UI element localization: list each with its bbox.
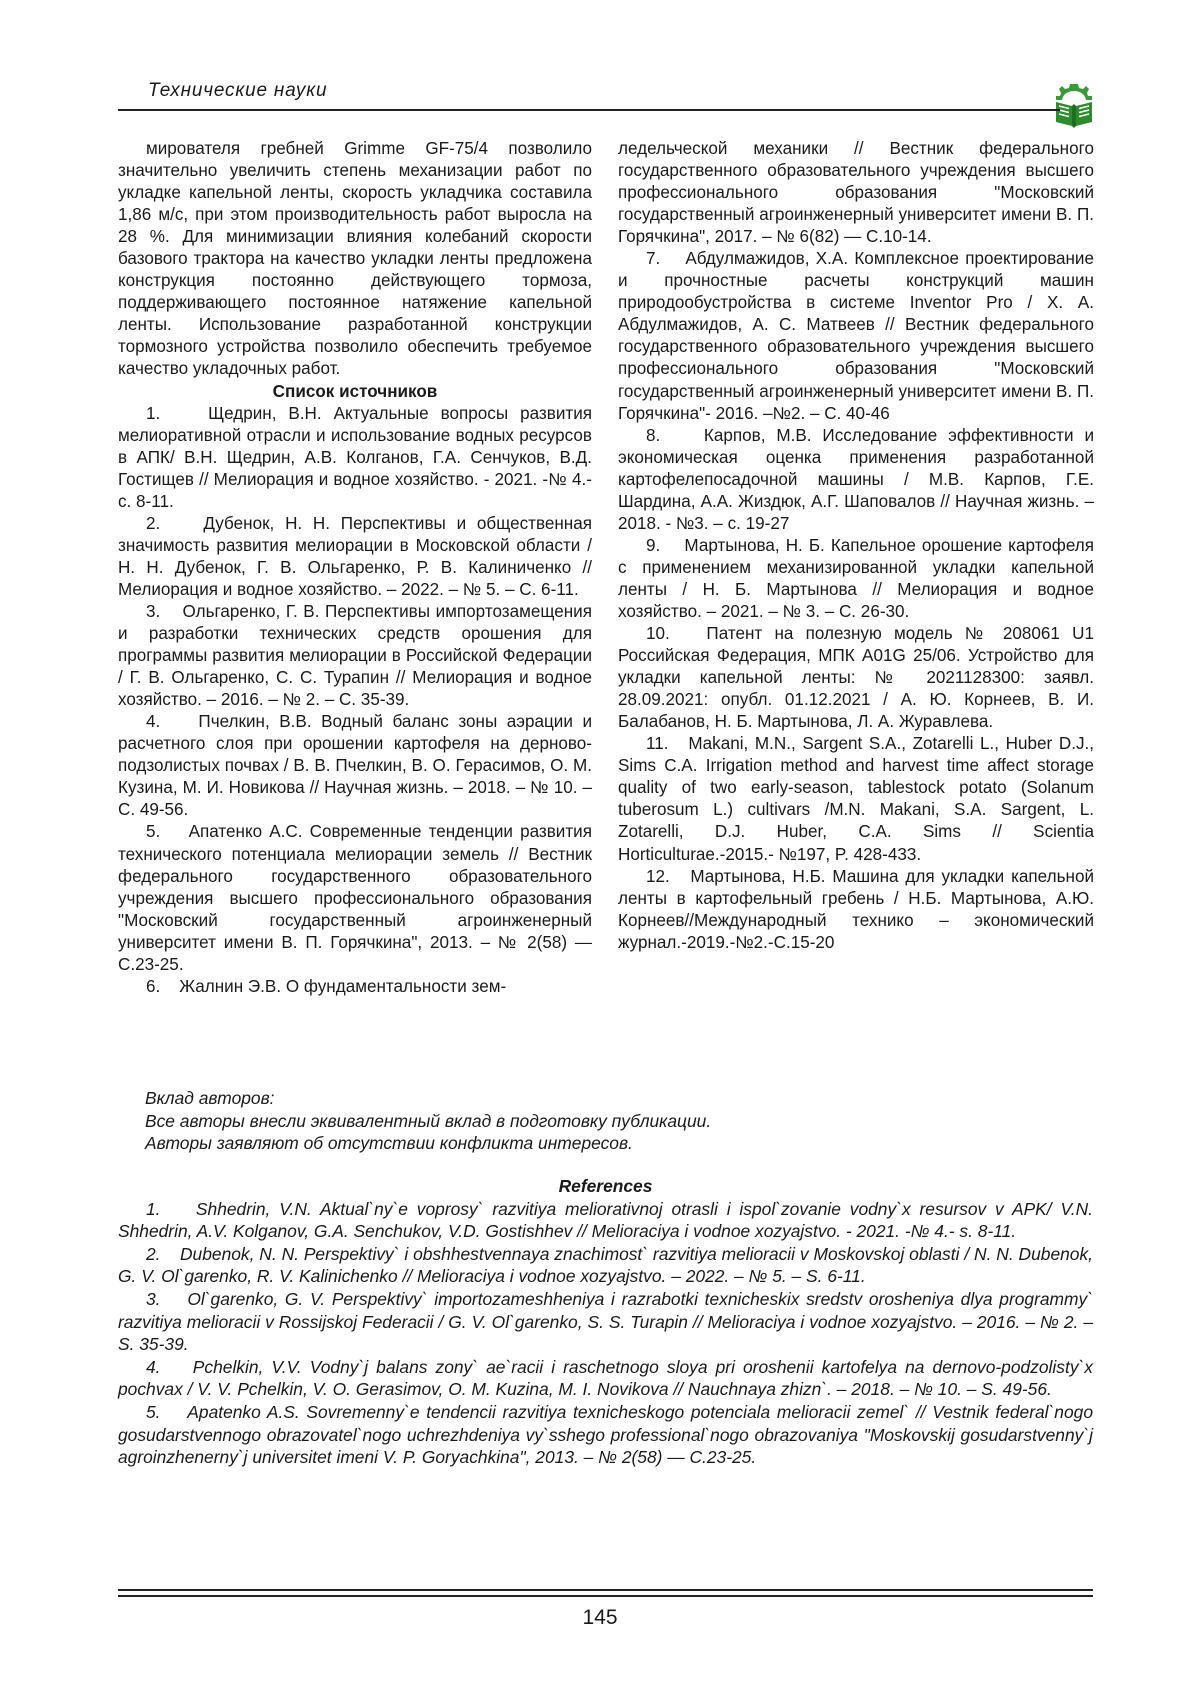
page-number: 145 <box>582 1606 618 1629</box>
source-item: 8. Карпов, М.В. Исследование эффективности и экономическая оценка применения разработанной картофелепосадочной машины / М.В. Карпов, Г.Е. Шардина, А.А. Жиздюк, А.Г. Шаповалов // Научная жизнь. – 2018. - №3. – с. 19-27 <box>618 425 1094 533</box>
journal-section-title: Технические науки <box>148 80 328 101</box>
contribution-statement: Все авторы внесли эквивалентный вклад в подготовку публикации. <box>145 1110 712 1131</box>
right-column <box>618 138 1094 954</box>
source-item: 1. Щедрин, В.Н. Актуальные вопросы развития мелиоративной отрасли и использование водных ресурсов в АПК/ В.Н. Щедрин, А.В. Колганов, Г.А. Сенчуков, В.Д. Гостищев // Мелиорация и водное хозяйство. - 2021. -№ 4.- с. 8-11. <box>118 403 592 511</box>
green-book-gear-icon <box>1052 82 1096 128</box>
source-item: 9. Мартынова, Н. Б. Капельное орошение картофеля с применением механизированной укладки капельной ленты / Н. Б. Мартынова // Мелиорация и водное хозяйство. – 2021. – № 3. – С. 26-30. <box>618 535 1094 621</box>
reference-item: 2. Dubenok, N. N. Perspektivy` i obshhestvennaya znachimost` razvitiya melioracii v Moskovskoj oblasti / N. N. Dubenok, G. V. Ol`garenko, R. V. Kalinichenko // Melioraciya i vodnoe xozyajstvo. – 2022. – № 5. – S. 6-11. <box>118 1243 1093 1287</box>
source-item: 7. Абдулмажидов, Х.А. Комплексное проектирование и прочностные расчеты конструкций машин природообустройства в системе Inventor Pro / Х. А. Абдулмажидов, А. С. Матвеев // Вестник федерального государственного образовательного учреждения высшего профессионального образования "Московский государственный агроинженерный университет имени В. П. Горячкина"- 2016. –№2. – С. 40-46 <box>618 249 1094 423</box>
header-rule <box>118 109 1060 111</box>
footer-rule <box>118 1589 1093 1591</box>
contribution-label: Вклад авторов: <box>145 1088 275 1108</box>
footer-rule <box>118 1595 1093 1597</box>
source-item: 5. Апатенко А.С. Современные тенденции развития технического потенциала мелиорации земель // Вестник федерального государственного образовательного учреждения высшего профессионального образования "Московский государственный агроинженерный университет имени В. П. Горячкина", 2013. – № 2(58) — С.23-25. <box>118 822 592 974</box>
body-paragraph: мирователя гребней Grimme GF-75/4 позволило значительно увеличить степень механизации работ по укладке капельной ленты, скорость укладчика составила 1,86 м/с, при этом производительность работ выросла на 28 %. Для минимизации влияния колебаний скорости базового трактора на качество укладки ленты предложена конструкция постоянно действующего тормоза, поддерживающего постоянное натяжение капельной ленты. Использование разработанной конструкции тормозного устройства позволило обеспечить требуемое качество укладочных работ. <box>118 139 592 379</box>
reference-item: 4. Pchelkin, V.V. Vodny`j balans zony` ae`racii i raschetnogo sloya pri oroshenii kartofelya na dernovo-podzolisty`x pochvax / V. V. Pchelkin, V. O. Gerasimov, O. M. Kuzina, M. I. Novikova // Nauchnaya zhizn`. – 2018. – № 10. – S. 49-56. <box>118 1356 1093 1400</box>
source-item: 3. Ольгаренко, Г. В. Перспективы импортозамещения и разработки технических средств орошения для программы развития мелиорации в Российской Федерации / Г. В. Ольгаренко, С. С. Турапин // Мелиорация и водное хозяйство. – 2016. – № 2. – С. 35-39. <box>118 601 592 710</box>
source-item: 6. Жалнин Э.В. О фундаментальности зем- <box>146 976 507 996</box>
sources-heading: Список источников <box>272 381 438 401</box>
source-item: 2. Дубенок, Н. Н. Перспективы и общественная значимость развития мелиорации в Московской области / Н. Н. Дубенок, Г. В. Ольгаренко, Р. В. Калиниченко // Мелиорация и водное хозяйство. – 2022. – № 5. – С. 6-11. <box>118 513 592 599</box>
source-item: 4. Пчелкин, В.В. Водный баланс зоны аэрации и расчетного слоя при орошении картофеля на дерново-подзолистых почвах / В. В. Пчелкин, В. О. Герасимов, О. М. Кузина, М. И. Новикова // Научная жизнь. – 2018. – № 10. – С. 49-56. <box>118 712 592 820</box>
reference-item: 5. Apatenko A.S. Sovremenny`e tendencii razvitiya texnicheskogo potenciala melioracii zemel` // Vestnik federal`nogo gosudarstvennogo obrazovatel`nogo uchrezhdeniya vy`sshego professional`nogo obrazovaniya "Moskovskij gosudarstvenny`j agroinzhenerny`j universitet imeni V. P. Goryachkina", 2013. – № 2(58) — C.23-25. <box>118 1401 1093 1468</box>
reference-item: 1. Shhedrin, V.N. Aktual`ny`e voprosy` razvitiya meliorativnoj otrasli i ispol`zovanie vodny`x resursov v APK/ V.N. Shhedrin, A.V. Kolganov, G.A. Senchukov, V.D. Gostishhev // Melioraciya i vodnoe xozyajstvo. - 2021. -№ 4.- s. 8-11. <box>118 1198 1093 1242</box>
left-column <box>118 138 592 998</box>
references-section <box>118 1175 1093 1469</box>
source-item: 10. Патент на полезную модель № 208061 U1 Российская Федерация, МПК A01G 25/06. Устройство для укладки капельной ленты: № 2021128300: заявл. 28.09.2021: опубл. 01.12.2021 / А. Ю. Корнеев, В. И. Балабанов, Н. Б. Мартынова, Л. А. Журавлева. <box>618 624 1094 732</box>
source-item: 12. Мартынова, Н.Б. Машина для укладки капельной ленты в картофельный гребень / Н.Б. Мартынова, А.Ю. Корнеев//Международный технико – экономический журнал.-2019.-№2.-С.15-20 <box>618 866 1094 952</box>
author-contribution <box>145 1087 1085 1155</box>
references-heading: References <box>558 1176 653 1196</box>
conflict-statement: Авторы заявляют об отсутствии конфликта интересов. <box>145 1133 633 1154</box>
source-item: 11. Makani, M.N., Sargent S.A., Zotarelli L., Huber D.J., Sims C.A. Irrigation method and harvest time affect storage quality of two early-season, tablestock potato (Solanum tuberosum L.) cultivars /M.N. Makani, S.A. Sargent, L. Zotarelli, D.J. Huber, C.A. Sims // Scientia Horticulturae.-2015.- №197, P. 428-433. <box>618 734 1094 864</box>
reference-item: 3. Ol`garenko, G. V. Perspektivy` importozameshheniya i razrabotki texnicheskix sredstv orosheniya dlya programmy` razvitiya melioracii v Rossijskoj Federacii / G. V. Ol`garenko, S. S. Turapin // Melioraciya i vodnoe xozyajstvo. – 2016. – № 2. – S. 35-39. <box>118 1288 1093 1355</box>
source-item-continuation: ледельческой механики // Вестник федерального государственного образовательного учреждения высшего профессионального образования "Московский государственный агроинженерный университет имени В. П. Горячкина", 2017. – № 6(82) — С.10-14. <box>618 139 1094 247</box>
